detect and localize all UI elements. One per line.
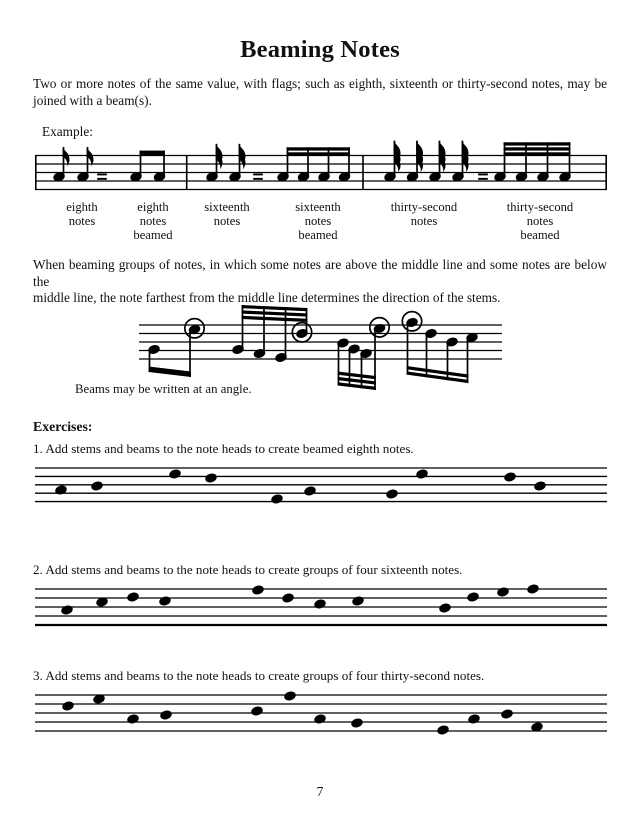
note-head: [533, 480, 547, 492]
beam: [149, 367, 191, 378]
note-flag: [239, 150, 246, 169]
note-head: [126, 591, 140, 603]
note-head: [351, 595, 365, 607]
note-head: [129, 171, 143, 183]
note-head: [153, 171, 167, 183]
beam: [504, 147, 571, 150]
note-head: [92, 693, 106, 705]
note-head: [465, 332, 479, 344]
note-head: [76, 171, 90, 183]
beam: [242, 310, 308, 316]
equals-sign: [97, 174, 107, 176]
note-flag: [239, 144, 246, 163]
note-head: [95, 596, 109, 608]
example-staff-label: [475, 200, 605, 242]
note-head: [493, 171, 507, 183]
note-head: [204, 472, 218, 484]
example-label: Example:: [42, 124, 93, 139]
note-head: [281, 592, 295, 604]
exercises-heading: Exercises:: [33, 419, 93, 434]
intro-line-2: joined with a beam(s).: [33, 92, 152, 108]
equals-sign: [253, 174, 263, 176]
note-head: [168, 468, 182, 480]
note-head: [61, 700, 75, 712]
note-head: [347, 343, 361, 355]
note-head: [313, 598, 327, 610]
determining-note-circle: [185, 319, 204, 338]
note-head: [283, 690, 297, 702]
staff-label-line: notes: [526, 214, 554, 228]
beam: [140, 151, 165, 156]
note-flag: [439, 147, 446, 166]
note-flag: [416, 147, 423, 166]
staff-label-line: sixteenth: [204, 200, 250, 214]
note-head: [526, 583, 540, 595]
staff-label-line: notes: [68, 214, 96, 228]
page-number: 7: [316, 784, 324, 799]
note-flag: [416, 141, 423, 160]
note-flag: [394, 153, 401, 172]
determining-note-circle: [370, 318, 389, 337]
staff-label-line: notes: [410, 214, 438, 228]
note-flag: [394, 141, 401, 160]
page-title: Beaming Notes: [240, 36, 400, 63]
staff-label-line: eighth: [137, 200, 169, 214]
note-head: [467, 713, 481, 725]
note-head: [406, 171, 420, 183]
beam: [242, 316, 308, 322]
angle-beam-caption: Beams may be written at an angle.: [75, 382, 252, 396]
equals-sign: [478, 174, 488, 176]
note-head: [188, 324, 202, 336]
staff-label-line: beamed: [520, 228, 560, 242]
note-flag: [216, 144, 223, 163]
middle-paragraph: [33, 257, 607, 307]
note-flag: [216, 150, 223, 169]
note-head: [385, 488, 399, 500]
staff-label-line: beamed: [133, 228, 173, 242]
note-head: [253, 348, 267, 360]
note-head: [297, 171, 311, 183]
note-flag: [63, 147, 70, 166]
beam: [407, 371, 469, 383]
staff-label-line: thirty-second: [506, 200, 574, 214]
note-head: [336, 337, 350, 349]
example-staff-label: [359, 200, 489, 228]
note-head: [270, 493, 284, 505]
note-head: [276, 171, 290, 183]
note-head: [159, 709, 173, 721]
note-head: [90, 480, 104, 492]
beam: [287, 152, 350, 155]
exercise-1-instruction: 1. Add stems and beams to the note heads to create beamed eighth notes.: [33, 441, 414, 456]
note-head: [147, 344, 161, 356]
beam: [287, 147, 350, 150]
note-head: [558, 171, 572, 183]
note-head: [231, 344, 245, 356]
equals-sign: [253, 178, 263, 180]
note-head: [60, 604, 74, 616]
exercise-3-instruction: 3. Add stems and beams to the note heads to create groups of four thirty-second notes.: [33, 668, 485, 683]
note-head: [428, 171, 442, 183]
note-head: [205, 171, 219, 183]
beam: [338, 382, 376, 390]
exercise-2-instruction: 2. Add stems and beams to the note heads to create groups of four sixteenth notes.: [33, 562, 463, 577]
middle-line-2: middle line, the note farthest from the middle line determines the direction of the stems.: [33, 290, 501, 305]
beam: [504, 142, 571, 145]
beam: [504, 152, 571, 155]
note-head: [530, 721, 544, 733]
note-flag: [439, 153, 446, 172]
note-head: [250, 705, 264, 717]
note-head: [500, 708, 514, 720]
note-head: [515, 171, 529, 183]
note-head: [359, 348, 373, 360]
note-head: [228, 171, 242, 183]
intro-paragraph: [33, 76, 607, 109]
note-head: [536, 171, 550, 183]
note-head: [54, 484, 68, 496]
note-head: [274, 352, 288, 364]
note-head: [424, 328, 438, 340]
beam: [407, 366, 469, 378]
note-head: [350, 717, 364, 729]
note-head: [126, 713, 140, 725]
note-head: [405, 317, 419, 329]
note-flag: [462, 153, 469, 172]
staff-label-line: notes: [213, 214, 241, 228]
note-head: [436, 724, 450, 736]
equals-sign: [97, 178, 107, 180]
intro-line-1: Two or more notes of the same value, with flags; such as eighth, sixteenth or thirty-second notes, may be: [33, 76, 607, 91]
note-flag: [394, 147, 401, 166]
note-flag: [462, 141, 469, 160]
note-head: [303, 485, 317, 497]
note-flag: [416, 153, 423, 172]
beam: [338, 372, 376, 380]
equals-sign: [478, 178, 488, 180]
note-head: [503, 471, 517, 483]
note-flag: [87, 147, 94, 166]
note-head: [313, 713, 327, 725]
staff-label-line: eighth: [66, 200, 98, 214]
note-flag: [462, 147, 469, 166]
staff-label-line: thirty-second: [390, 200, 458, 214]
middle-line-1: When beaming groups of notes, in which some notes are above the middle line and some notes are below the: [33, 257, 607, 289]
staff-label-line: beamed: [298, 228, 338, 242]
note-head: [415, 468, 429, 480]
note-head: [451, 171, 465, 183]
note-head: [373, 323, 387, 335]
note-flag: [439, 141, 446, 160]
staff-label-line: sixteenth: [295, 200, 341, 214]
note-head: [158, 595, 172, 607]
note-head: [338, 171, 352, 183]
note-head: [466, 591, 480, 603]
note-head: [383, 171, 397, 183]
note-head: [52, 171, 66, 183]
note-head: [317, 171, 331, 183]
staff-label-line: notes: [139, 214, 167, 228]
determining-note-circle: [402, 312, 421, 331]
note-head: [445, 336, 459, 348]
note-head: [251, 584, 265, 596]
note-head: [496, 586, 510, 598]
note-head: [438, 602, 452, 614]
beam: [338, 377, 376, 385]
determining-note-circle: [292, 323, 311, 342]
note-head: [295, 328, 309, 340]
staff-label-line: notes: [304, 214, 332, 228]
